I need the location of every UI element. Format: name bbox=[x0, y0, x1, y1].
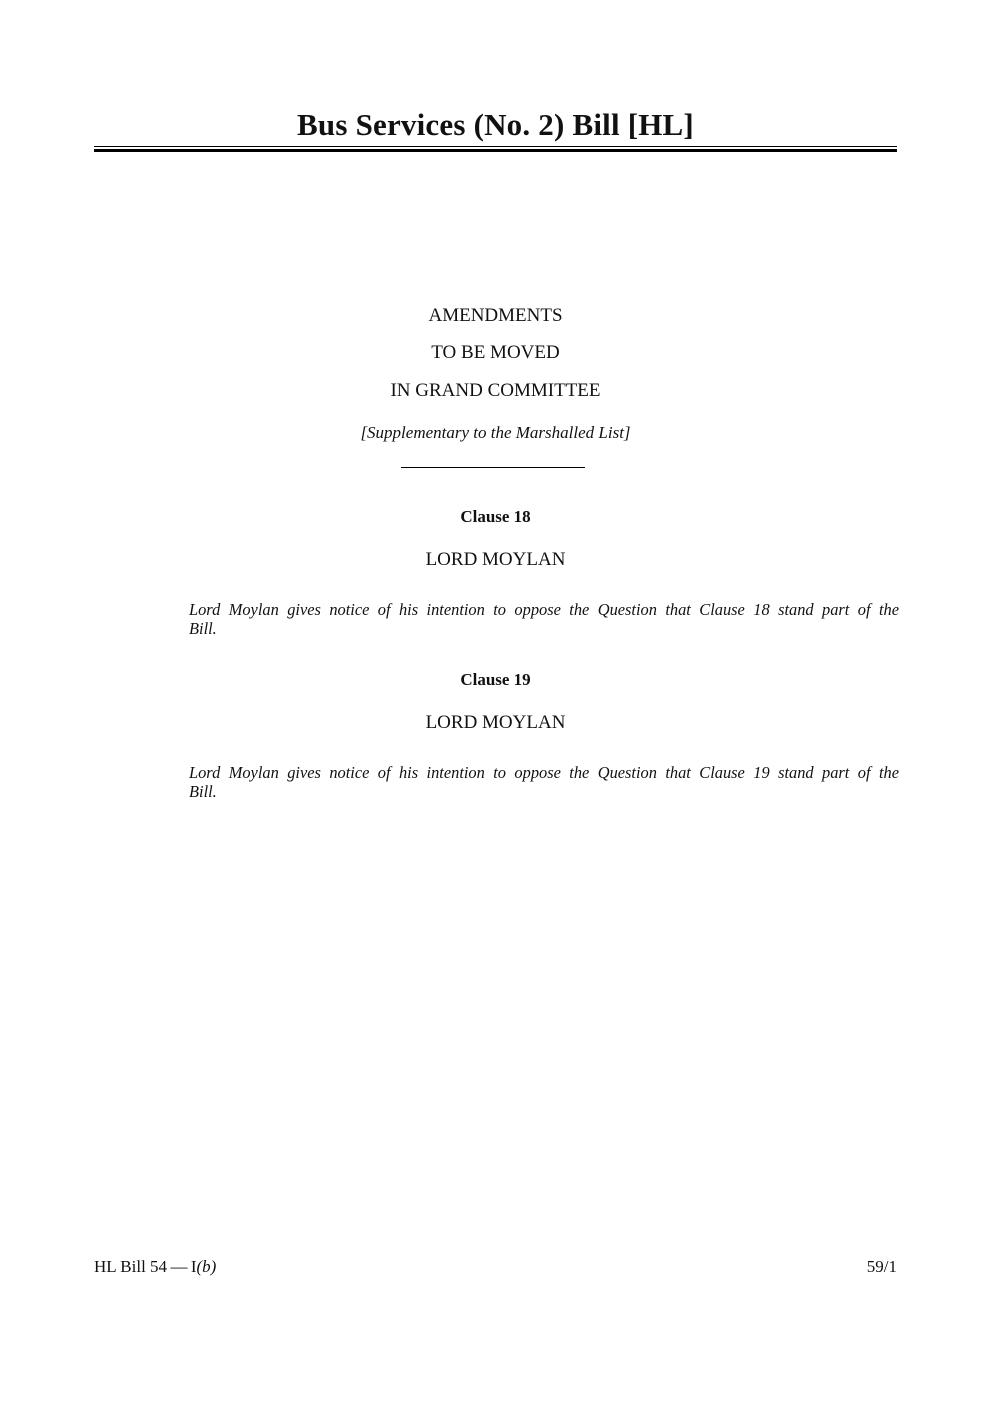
notice-line: Lord Moylan gives notice of his intention to oppose the Question that Clause 19 stand part of the bbox=[189, 763, 899, 782]
heading-grand-committee: IN GRAND COMMITTEE bbox=[390, 380, 601, 401]
notice-line: Bill. bbox=[189, 782, 217, 801]
amendment-notice-19 bbox=[189, 763, 899, 801]
section-divider bbox=[401, 467, 585, 468]
notice-line: Lord Moylan gives notice of his intention to oppose the Question that Clause 18 stand part of the bbox=[189, 600, 899, 619]
heading-to-be-moved: TO BE MOVED bbox=[431, 342, 560, 363]
title-rule-thick bbox=[94, 149, 897, 152]
bill-reference-main: HL Bill 54 — I bbox=[94, 1257, 197, 1276]
bill-title: Bus Services (No. 2) Bill [HL] bbox=[297, 107, 694, 142]
bill-reference bbox=[94, 1257, 216, 1277]
amendment-notice-18 bbox=[189, 600, 899, 638]
page-reference: 59/1 bbox=[866, 1257, 897, 1276]
clause-heading-19: Clause 19 bbox=[460, 670, 531, 689]
member-name-19: LORD MOYLAN bbox=[425, 712, 566, 733]
subheading-supplementary: [Supplementary to the Marshalled List] bbox=[360, 423, 631, 442]
notice-line: Bill. bbox=[189, 619, 217, 638]
bill-reference-suffix: (b) bbox=[196, 1257, 217, 1276]
member-name-18: LORD MOYLAN bbox=[425, 549, 566, 570]
title-rule-thin bbox=[94, 146, 897, 147]
clause-heading-18: Clause 18 bbox=[460, 507, 531, 526]
heading-amendments: AMENDMENTS bbox=[428, 305, 563, 326]
